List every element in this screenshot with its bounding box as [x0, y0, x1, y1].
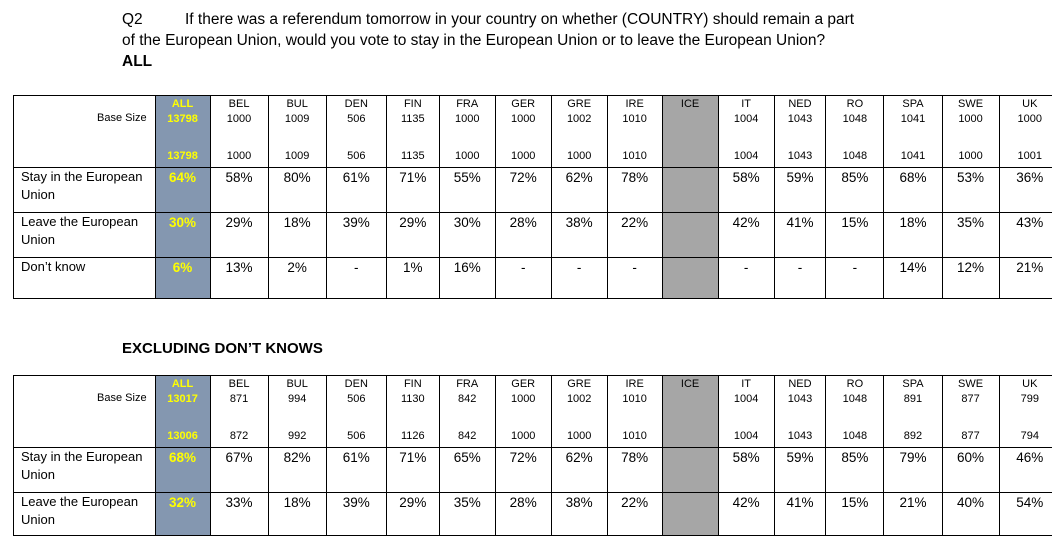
base-size-value: 1043 — [787, 393, 813, 405]
country-code: DEN — [344, 98, 368, 110]
base-size-value: 1004 — [733, 393, 759, 405]
weighted-base-all: 13798 — [155, 144, 210, 168]
weighted-base-fra: 1000 — [439, 144, 495, 168]
cell-den: 39% — [326, 493, 386, 536]
cell-swe: 35% — [942, 213, 999, 258]
weighted-base-it: 1004 — [718, 424, 774, 448]
row-label: Don’t know — [14, 258, 156, 299]
cell-ice — [662, 448, 718, 493]
weighted-base-fin: 1126 — [386, 424, 439, 448]
base-size-value: 842 — [458, 393, 477, 405]
question-subset: ALL — [122, 53, 153, 70]
country-code: FRA — [456, 98, 479, 110]
cell-gre: 38% — [551, 493, 607, 536]
cell-ger: 72% — [495, 168, 551, 213]
cell-den: 39% — [326, 213, 386, 258]
weighted-base-gre: 1000 — [551, 144, 607, 168]
base-size-value: 994 — [287, 393, 307, 405]
cell-fra: 65% — [439, 448, 495, 493]
cell-gre: 62% — [551, 168, 607, 213]
cell-swe: 12% — [942, 258, 999, 299]
cell-bel: 33% — [210, 493, 268, 536]
cell-den: 61% — [326, 168, 386, 213]
weighted-base-bul: 1009 — [268, 144, 326, 168]
cell-spa: 14% — [884, 258, 942, 299]
country-code: GER — [511, 98, 536, 110]
cell-fin: 29% — [386, 493, 439, 536]
cell-spa: 79% — [884, 448, 942, 493]
column-header-spa — [884, 96, 942, 145]
weighted-base-fra: 842 — [439, 424, 495, 448]
row-label: Leave the European Union — [14, 213, 156, 258]
base-size-value: 1000 — [226, 113, 252, 125]
weighted-base-row — [14, 144, 1052, 168]
cell-ro: 85% — [826, 168, 884, 213]
cell-den: - — [326, 258, 386, 299]
base-size-value: 1043 — [787, 113, 813, 125]
cell-it: - — [718, 258, 774, 299]
country-code: BEL — [228, 98, 250, 110]
column-header-bel — [210, 96, 268, 145]
cell-ned: 59% — [774, 448, 826, 493]
cell-fra: 16% — [439, 258, 495, 299]
country-code: ICE — [680, 98, 700, 110]
country-code: IT — [741, 98, 751, 110]
weighted-base-it: 1004 — [718, 144, 774, 168]
base-size-value: 1010 — [622, 113, 647, 125]
cell-it: 58% — [718, 168, 774, 213]
weighted-base-all: 13006 — [155, 424, 210, 448]
column-header-ire — [607, 96, 662, 145]
column-header-gre — [551, 96, 607, 145]
base-size-value: 1002 — [566, 393, 592, 405]
weighted-base-ro: 1048 — [826, 144, 884, 168]
cell-bul: 2% — [268, 258, 326, 299]
base-size-value: 13017 — [167, 393, 198, 405]
cell-uk: 46% — [999, 448, 1052, 493]
weighted-base-ice — [662, 144, 718, 168]
weighted-base-swe: 1000 — [942, 144, 999, 168]
country-code: RO — [846, 98, 864, 110]
cell-spa: 68% — [884, 168, 942, 213]
country-code: ALL — [171, 378, 194, 390]
table-row — [14, 168, 1052, 213]
cell-all: 30% — [155, 213, 210, 258]
weighted-base-label — [14, 144, 156, 168]
column-header-fin — [386, 376, 439, 425]
column-header-ro — [826, 96, 884, 145]
section-heading-excluding-dont-knows: EXCLUDING DON’T KNOWS — [122, 340, 323, 357]
cell-uk: 21% — [999, 258, 1052, 299]
cell-ire: 22% — [607, 213, 662, 258]
cell-ned: - — [774, 258, 826, 299]
cell-spa: 21% — [884, 493, 942, 536]
base-size-value: 1135 — [400, 113, 425, 125]
base-size-value: 871 — [229, 393, 249, 405]
cell-bul: 18% — [268, 493, 326, 536]
base-size-value: 1009 — [284, 113, 310, 125]
column-header-bul — [268, 376, 326, 425]
cell-fin: 1% — [386, 258, 439, 299]
base-size-value: 1002 — [566, 113, 592, 125]
base-size-label: Base Size — [97, 392, 147, 404]
cell-fin: 71% — [386, 168, 439, 213]
cell-ro: - — [826, 258, 884, 299]
row-label: Leave the European Union — [14, 493, 156, 536]
base-size-value: 877 — [961, 393, 980, 405]
base-size-value: 1004 — [733, 113, 759, 125]
base-size-value: 1130 — [400, 393, 425, 405]
column-header-uk — [999, 96, 1052, 145]
cell-ice — [662, 168, 718, 213]
cell-ned: 41% — [774, 213, 826, 258]
weighted-base-ice — [662, 424, 718, 448]
cell-uk: 54% — [999, 493, 1052, 536]
country-code: SPA — [902, 98, 924, 110]
column-header-ice — [662, 96, 718, 145]
cell-ned: 41% — [774, 493, 826, 536]
weighted-base-uk: 1001 — [999, 144, 1052, 168]
country-code: SWE — [958, 378, 984, 390]
column-header-it — [718, 376, 774, 425]
column-header-den — [326, 96, 386, 145]
cell-ro: 15% — [826, 493, 884, 536]
base-size-value: 1048 — [842, 113, 868, 125]
cell-den: 61% — [326, 448, 386, 493]
base-size-value: 1000 — [958, 113, 983, 125]
cell-swe: 60% — [942, 448, 999, 493]
cell-all: 6% — [155, 258, 210, 299]
column-header-ro — [826, 376, 884, 425]
weighted-base-den: 506 — [326, 424, 386, 448]
cell-ire: 78% — [607, 448, 662, 493]
results-table-all — [13, 95, 1052, 299]
weighted-base-spa: 892 — [884, 424, 942, 448]
weighted-base-den: 506 — [326, 144, 386, 168]
cell-fin: 71% — [386, 448, 439, 493]
cell-bel: 13% — [210, 258, 268, 299]
cell-uk: 36% — [999, 168, 1052, 213]
table-row — [14, 213, 1052, 258]
weighted-base-label — [14, 424, 156, 448]
column-header-swe — [942, 376, 999, 425]
cell-ger: - — [495, 258, 551, 299]
column-header-spa — [884, 376, 942, 425]
column-header-bel — [210, 376, 268, 425]
weighted-base-bel: 872 — [210, 424, 268, 448]
weighted-base-ger: 1000 — [495, 144, 551, 168]
column-header-fra — [439, 96, 495, 145]
base-size-value: 1048 — [842, 393, 868, 405]
cell-uk: 43% — [999, 213, 1052, 258]
country-code: IRE — [625, 378, 644, 390]
cell-all: 32% — [155, 493, 210, 536]
question-text-line-1: If there was a referendum tomorrow in your country on whether (COUNTRY) should remain a part — [185, 11, 855, 28]
column-header-all — [155, 96, 210, 145]
weighted-base-uk: 794 — [999, 424, 1052, 448]
question-number: Q2 — [122, 11, 143, 28]
base-size-value: 1041 — [900, 113, 926, 125]
cell-bul: 18% — [268, 213, 326, 258]
column-header-ger — [495, 96, 551, 145]
table-row — [14, 493, 1052, 536]
weighted-base-ro: 1048 — [826, 424, 884, 448]
country-code: NED — [788, 378, 812, 390]
cell-ire: - — [607, 258, 662, 299]
cell-ice — [662, 258, 718, 299]
cell-ro: 15% — [826, 213, 884, 258]
country-code: ALL — [171, 98, 194, 110]
cell-all: 64% — [155, 168, 210, 213]
question-block — [122, 9, 1022, 72]
country-code: GRE — [567, 98, 592, 110]
base-size-value: 1010 — [622, 393, 647, 405]
country-code: SWE — [958, 98, 984, 110]
cell-bel: 67% — [210, 448, 268, 493]
column-header-ned — [774, 376, 826, 425]
cell-it: 42% — [718, 493, 774, 536]
base-size-value: 13798 — [167, 113, 198, 125]
row-label: Stay in the European Union — [14, 168, 156, 213]
base-size-label: Base Size — [97, 112, 147, 124]
cell-swe: 53% — [942, 168, 999, 213]
cell-ice — [662, 493, 718, 536]
cell-ger: 28% — [495, 213, 551, 258]
cell-ire: 22% — [607, 493, 662, 536]
cell-gre: - — [551, 258, 607, 299]
cell-fin: 29% — [386, 213, 439, 258]
column-header-bul — [268, 96, 326, 145]
weighted-base-bul: 992 — [268, 424, 326, 448]
country-code: GER — [511, 378, 536, 390]
country-code: GRE — [567, 378, 592, 390]
country-code: SPA — [902, 378, 924, 390]
row-label: Stay in the European Union — [14, 448, 156, 493]
column-header-ice — [662, 376, 718, 425]
country-code: ICE — [680, 378, 700, 390]
cell-it: 42% — [718, 213, 774, 258]
cell-spa: 18% — [884, 213, 942, 258]
column-header-all — [155, 376, 210, 425]
country-code: DEN — [344, 378, 368, 390]
country-code: NED — [788, 98, 812, 110]
cell-gre: 38% — [551, 213, 607, 258]
country-code: FRA — [456, 378, 479, 390]
results-table-excluding-dont-knows — [13, 375, 1052, 536]
base-size-value: 799 — [1020, 393, 1039, 405]
weighted-base-gre: 1000 — [551, 424, 607, 448]
column-header-den — [326, 376, 386, 425]
base-size-value: 506 — [347, 113, 366, 125]
base-size-value: 1000 — [454, 113, 480, 125]
base-size-value: 1000 — [510, 393, 536, 405]
weighted-base-ire: 1010 — [607, 144, 662, 168]
question-line-1 — [122, 9, 1022, 30]
cell-ger: 72% — [495, 448, 551, 493]
header-row — [14, 96, 1052, 145]
country-code: UK — [1022, 98, 1038, 110]
table-row — [14, 448, 1052, 493]
cell-ger: 28% — [495, 493, 551, 536]
column-header-fra — [439, 376, 495, 425]
cell-it: 58% — [718, 448, 774, 493]
country-code: RO — [846, 378, 864, 390]
question-text-line-2: of the European Union, would you vote to stay in the European Union or to leave the European Union? — [122, 32, 826, 49]
country-code: IT — [741, 378, 751, 390]
cell-bul: 80% — [268, 168, 326, 213]
country-code: BEL — [228, 378, 250, 390]
country-code: UK — [1022, 378, 1038, 390]
country-code: FIN — [403, 98, 422, 110]
weighted-base-fin: 1135 — [386, 144, 439, 168]
cell-fra: 35% — [439, 493, 495, 536]
base-size-value: 1000 — [1017, 113, 1043, 125]
cell-swe: 40% — [942, 493, 999, 536]
cell-bel: 29% — [210, 213, 268, 258]
base-size-value: 1000 — [510, 113, 536, 125]
cell-bel: 58% — [210, 168, 268, 213]
weighted-base-ned: 1043 — [774, 144, 826, 168]
column-header-gre — [551, 376, 607, 425]
cell-all: 68% — [155, 448, 210, 493]
column-header-it — [718, 96, 774, 145]
cell-ice — [662, 213, 718, 258]
base-size-value: 506 — [347, 393, 366, 405]
country-code: BUL — [286, 98, 308, 110]
column-header-fin — [386, 96, 439, 145]
country-code: IRE — [625, 98, 644, 110]
weighted-base-ned: 1043 — [774, 424, 826, 448]
weighted-base-spa: 1041 — [884, 144, 942, 168]
table-row — [14, 258, 1052, 299]
weighted-base-ire: 1010 — [607, 424, 662, 448]
cell-gre: 62% — [551, 448, 607, 493]
country-code: BUL — [286, 378, 308, 390]
country-code: FIN — [403, 378, 422, 390]
weighted-base-bel: 1000 — [210, 144, 268, 168]
cell-bul: 82% — [268, 448, 326, 493]
cell-ned: 59% — [774, 168, 826, 213]
cell-ro: 85% — [826, 448, 884, 493]
weighted-base-row — [14, 424, 1052, 448]
base-size-value: 891 — [903, 393, 923, 405]
column-header-swe — [942, 96, 999, 145]
weighted-base-ger: 1000 — [495, 424, 551, 448]
cell-ire: 78% — [607, 168, 662, 213]
column-header-ger — [495, 376, 551, 425]
column-header-ire — [607, 376, 662, 425]
header-row — [14, 376, 1052, 425]
cell-fra: 30% — [439, 213, 495, 258]
column-header-ned — [774, 96, 826, 145]
cell-fra: 55% — [439, 168, 495, 213]
weighted-base-swe: 877 — [942, 424, 999, 448]
column-header-uk — [999, 376, 1052, 425]
